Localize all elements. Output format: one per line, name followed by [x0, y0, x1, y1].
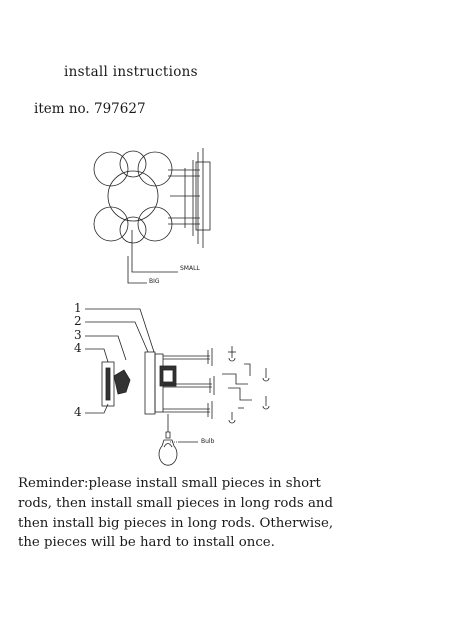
reminder-line: rods, then install small pieces in long rods and — [18, 495, 333, 511]
label-big: BIG — [149, 278, 160, 285]
callout-2: 2 — [74, 314, 82, 328]
callout-1: 1 — [74, 301, 82, 315]
callout-3: 3 — [74, 328, 82, 342]
item-number: item no. 797627 — [34, 101, 146, 117]
label-bulb: Bulb — [201, 438, 215, 445]
reminder-line: the pieces will be hard to install once. — [18, 535, 275, 551]
reminder-line: Reminder:please install small pieces in short — [18, 476, 321, 491]
callout-4-bottom: 4 — [74, 405, 82, 419]
label-small: SMALL — [180, 265, 200, 272]
reminder-line: then install big pieces in long rods. Otherwise, — [18, 515, 334, 531]
page-title: install instructions — [64, 64, 198, 80]
callout-4-top: 4 — [74, 341, 82, 355]
reminder-text — [18, 474, 438, 553]
